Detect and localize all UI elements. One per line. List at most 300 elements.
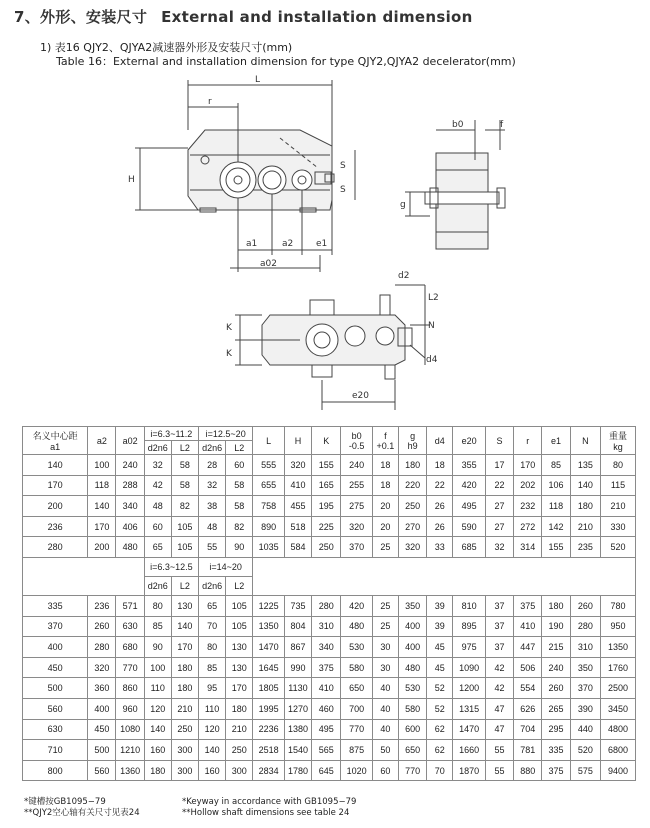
table-cell: 270: [398, 516, 426, 537]
table-cell: 500: [88, 740, 116, 761]
table-cell: 47: [485, 698, 513, 719]
col-header-d2-b: d2n6: [199, 441, 226, 455]
table-cell: 450: [88, 719, 116, 740]
table-cell: 170: [171, 637, 198, 658]
col-header-S: S: [485, 427, 513, 455]
table-cell: 110: [144, 678, 171, 699]
table-cell: 355: [453, 455, 486, 476]
section-title-cn: 7、外形、安装尺寸: [14, 8, 148, 26]
table-cell: 1350: [601, 637, 636, 658]
table-cell: 360: [88, 678, 116, 699]
table-cell: 650: [398, 740, 426, 761]
table-cell: 1035: [253, 537, 285, 558]
table-cell: 1470: [453, 719, 486, 740]
table-cell: 30: [372, 657, 398, 678]
table-cell: 310: [312, 616, 341, 637]
table-cell: 40: [372, 719, 398, 740]
table-cell: 140: [199, 740, 226, 761]
table-cell: 645: [312, 760, 341, 781]
table-cell: 810: [453, 595, 486, 616]
table-cell: 70: [199, 616, 226, 637]
label-K-bottom: K: [226, 349, 232, 359]
col-header-r: r: [514, 427, 542, 455]
table-cell: 370: [570, 678, 600, 699]
col-header-e1: e1: [542, 427, 570, 455]
col-header-K: K: [312, 427, 341, 455]
table-cell: 180: [226, 698, 253, 719]
section-heading: [14, 6, 473, 27]
table-cell: 350: [398, 595, 426, 616]
label-g: g: [400, 200, 406, 210]
table-row: [23, 740, 636, 761]
table-cell: 140: [144, 719, 171, 740]
table-cell: 60: [144, 516, 171, 537]
table-cell: 106: [542, 475, 570, 496]
col-header-weight: 重量 kg: [601, 427, 636, 455]
table-cell: 320: [284, 455, 311, 476]
table-subheader-row-1: [23, 557, 636, 576]
table-cell: 1805: [253, 678, 285, 699]
table-cell: 20: [372, 496, 398, 517]
label-a1: a1: [246, 239, 258, 249]
table-cell: 105: [226, 616, 253, 637]
table-cell: 555: [253, 455, 285, 476]
table-cell: 260: [88, 616, 116, 637]
table-cell: 65: [144, 537, 171, 558]
table-cell: 55: [485, 760, 513, 781]
table-cell: 895: [453, 616, 486, 637]
table-cell: 770: [116, 657, 144, 678]
table-cell: 272: [514, 516, 542, 537]
table-cell: 200: [88, 537, 116, 558]
table-cell: 630: [116, 616, 144, 637]
table-cell: 781: [514, 740, 542, 761]
table-cell: 210: [570, 516, 600, 537]
table-cell: 265: [542, 698, 570, 719]
table-cell: 210: [226, 719, 253, 740]
table-cell: 50: [372, 740, 398, 761]
col-header-N: N: [570, 427, 600, 455]
table-cell: 115: [601, 475, 636, 496]
table-cell: 600: [398, 719, 426, 740]
table-cell: 236: [88, 595, 116, 616]
table-cell: 180: [570, 496, 600, 517]
col-header-a02: a02: [116, 427, 144, 455]
table-cell: 25: [372, 616, 398, 637]
label-b0: b0: [452, 120, 464, 130]
table-row: [23, 698, 636, 719]
table-cell: 6800: [601, 740, 636, 761]
table-cell: 160: [199, 760, 226, 781]
table-cell: 32: [199, 475, 226, 496]
table-cell: 240: [116, 455, 144, 476]
table-cell: 155: [542, 537, 570, 558]
label-f: f: [500, 120, 504, 130]
table-cell: 626: [514, 698, 542, 719]
table-cell: 52: [427, 698, 453, 719]
table-cell: 300: [226, 760, 253, 781]
table-cell: 375: [312, 657, 341, 678]
table-cell: 250: [398, 496, 426, 517]
table-cell: 400: [398, 637, 426, 658]
table-cell: 335: [23, 595, 88, 616]
table-cell: 330: [601, 516, 636, 537]
table-cell: 90: [144, 637, 171, 658]
table-cell: 20: [372, 516, 398, 537]
table-cell: 2236: [253, 719, 285, 740]
table-cell: 165: [312, 475, 341, 496]
table-cell: 1315: [453, 698, 486, 719]
table-cell: 1350: [253, 616, 285, 637]
table-cell: 2518: [253, 740, 285, 761]
dimension-drawing: [0, 60, 650, 422]
table-cell: 320: [341, 516, 373, 537]
table-cell: 180: [542, 595, 570, 616]
table-cell: 236: [23, 516, 88, 537]
table-cell: 575: [570, 760, 600, 781]
table-cell: 506: [514, 657, 542, 678]
table-cell: 480: [341, 616, 373, 637]
table-cell: 580: [341, 657, 373, 678]
table-cell: 170: [23, 475, 88, 496]
ratio-subheader-small: i=6.3~12.5: [144, 557, 198, 576]
table-cell: 1760: [601, 657, 636, 678]
table-cell: 27: [485, 516, 513, 537]
col-header-f: f +0.1: [372, 427, 398, 455]
table-cell: 38: [199, 496, 226, 517]
table-cell: 780: [601, 595, 636, 616]
table-cell: 25: [372, 537, 398, 558]
table-cell: 210: [601, 496, 636, 517]
table-cell: 447: [514, 637, 542, 658]
table-cell: 18: [372, 475, 398, 496]
table-cell: 250: [226, 740, 253, 761]
table-cell: 155: [312, 455, 341, 476]
label-a2: a2: [282, 239, 294, 249]
col-header-L2-b: L2: [226, 441, 253, 455]
table-cell: 140: [570, 475, 600, 496]
table-cell: 340: [312, 637, 341, 658]
table-cell: 335: [542, 740, 570, 761]
table-row: [23, 637, 636, 658]
table-cell: 410: [284, 475, 311, 496]
table-cell: 480: [398, 657, 426, 678]
table-row: [23, 455, 636, 476]
table-cell: 47: [485, 719, 513, 740]
table-cell: 280: [88, 637, 116, 658]
table-cell: 32: [144, 455, 171, 476]
table-cell: 1540: [284, 740, 311, 761]
table-cell: 288: [116, 475, 144, 496]
table-cell: 190: [542, 616, 570, 637]
table-cell: 25: [372, 595, 398, 616]
table-cell: 220: [398, 475, 426, 496]
table-cell: 560: [88, 760, 116, 781]
table-cell: 100: [144, 657, 171, 678]
table-cell: 37: [485, 595, 513, 616]
table-cell: 1645: [253, 657, 285, 678]
table-cell: 130: [226, 637, 253, 658]
table-cell: 495: [453, 496, 486, 517]
table-cell: 518: [284, 516, 311, 537]
table-cell: 875: [341, 740, 373, 761]
table-cell: 3450: [601, 698, 636, 719]
table-cell: 867: [284, 637, 311, 658]
ratio-header-small: i=6.3~11.2: [144, 427, 198, 441]
table-cell: 39: [427, 595, 453, 616]
label-S-bottom: S: [340, 185, 346, 195]
table-cell: 250: [171, 719, 198, 740]
table-cell: 85: [542, 455, 570, 476]
table-cell: 580: [398, 698, 426, 719]
table-cell: 65: [199, 595, 226, 616]
table-cell: 1270: [284, 698, 311, 719]
table-cell: 735: [284, 595, 311, 616]
col-header-center: 名义中心距 a1: [23, 427, 88, 455]
table-cell: 18: [372, 455, 398, 476]
table-row: [23, 595, 636, 616]
table-cell: 9400: [601, 760, 636, 781]
table-cell: 42: [144, 475, 171, 496]
table-cell: 215: [542, 637, 570, 658]
table-cell: 60: [372, 760, 398, 781]
col-header-L: L: [253, 427, 285, 455]
table-row: [23, 616, 636, 637]
table-cell: 42: [485, 657, 513, 678]
table-cell: 571: [116, 595, 144, 616]
table-cell: 1090: [453, 657, 486, 678]
table-cell: 58: [226, 475, 253, 496]
table-row: [23, 516, 636, 537]
table-cell: 950: [601, 616, 636, 637]
table-cell: 85: [199, 657, 226, 678]
label-K-top: K: [226, 323, 232, 333]
table-cell: 250: [312, 537, 341, 558]
side-view: [405, 120, 505, 249]
footnote-cn-2: **QJY2空心轴有关尺寸见表24: [24, 808, 140, 818]
table-cell: 180: [398, 455, 426, 476]
table-cell: 704: [514, 719, 542, 740]
col-header-d4: d4: [427, 427, 453, 455]
table-cell: 314: [514, 537, 542, 558]
table-cell: 37: [485, 616, 513, 637]
table-cell: 440: [570, 719, 600, 740]
table-cell: 48: [199, 516, 226, 537]
table-cell: 260: [542, 678, 570, 699]
col-subheader-L2-b: L2: [226, 576, 253, 595]
table-cell: 37: [485, 637, 513, 658]
table-cell: 420: [341, 595, 373, 616]
table-cell: 85: [144, 616, 171, 637]
table-row: [23, 760, 636, 781]
footnote-cn-1: *键槽按GB1095−79: [24, 797, 106, 807]
table-cell: 495: [312, 719, 341, 740]
table-cell: 530: [398, 678, 426, 699]
label-r: r: [208, 97, 212, 107]
table-cell: 455: [284, 496, 311, 517]
table-cell: 26: [427, 516, 453, 537]
table-cell: 1210: [116, 740, 144, 761]
table-cell: 105: [171, 537, 198, 558]
table-cell: 58: [226, 496, 253, 517]
table-cell: 210: [171, 698, 198, 719]
table-cell: 275: [341, 496, 373, 517]
table-row: [23, 537, 636, 558]
table-cell: 320: [398, 537, 426, 558]
table-cell: 370: [341, 537, 373, 558]
table-cell: 55: [199, 537, 226, 558]
table-cell: 410: [312, 678, 341, 699]
table-cell: 710: [23, 740, 88, 761]
table-cell: 310: [570, 637, 600, 658]
table-cell: 300: [171, 740, 198, 761]
label-e20: e20: [352, 391, 369, 401]
table-cell: 130: [226, 657, 253, 678]
label-d4: d4: [426, 355, 438, 365]
col-subheader-L2-a: L2: [171, 576, 198, 595]
label-N: N: [428, 321, 435, 331]
table-cell: 82: [171, 496, 198, 517]
section-title-en: External and installation dimension: [161, 8, 473, 26]
table-cell: 80: [144, 595, 171, 616]
table-cell: 120: [199, 719, 226, 740]
table-cell: 990: [284, 657, 311, 678]
label-d2: d2: [398, 271, 410, 281]
col-header-H: H: [284, 427, 311, 455]
table-cell: 255: [341, 475, 373, 496]
table-cell: 80: [601, 455, 636, 476]
table-cell: 400: [398, 616, 426, 637]
table-cell: 420: [453, 475, 486, 496]
table-cell: 650: [341, 678, 373, 699]
table-subheader-row-2: [23, 576, 636, 595]
col-header-d2-a: d2n6: [144, 441, 171, 455]
label-e1: e1: [316, 239, 328, 249]
table-cell: 62: [427, 740, 453, 761]
table-row: [23, 475, 636, 496]
table-cell: 590: [453, 516, 486, 537]
table-cell: 22: [485, 475, 513, 496]
table-cell: 375: [542, 760, 570, 781]
table-cell: 30: [372, 637, 398, 658]
table-cell: 40: [372, 678, 398, 699]
table-cell: 195: [312, 496, 341, 517]
table-cell: 280: [23, 537, 88, 558]
table-cell: 770: [398, 760, 426, 781]
table-cell: 110: [199, 698, 226, 719]
table-cell: 28: [199, 455, 226, 476]
table-cell: 1995: [253, 698, 285, 719]
table-cell: 4800: [601, 719, 636, 740]
table-cell: 1200: [453, 678, 486, 699]
table-cell: 225: [312, 516, 341, 537]
table-cell: 180: [144, 760, 171, 781]
col-header-a2: a2: [88, 427, 116, 455]
table-cell: 118: [542, 496, 570, 517]
label-a02: a02: [260, 259, 277, 269]
table-cell: 2834: [253, 760, 285, 781]
table-cell: 700: [341, 698, 373, 719]
table-cell: 240: [542, 657, 570, 678]
label-L2: L2: [428, 293, 439, 303]
table-cell: 860: [116, 678, 144, 699]
table-cell: 320: [88, 657, 116, 678]
table-cell: 520: [570, 740, 600, 761]
table-cell: 280: [312, 595, 341, 616]
table-cell: 800: [23, 760, 88, 781]
table-cell: 170: [88, 516, 116, 537]
table-cell: 1360: [116, 760, 144, 781]
table-header-row-1: [23, 427, 636, 441]
table-cell: 295: [542, 719, 570, 740]
table-cell: 58: [171, 455, 198, 476]
col-header-e20: e20: [453, 427, 486, 455]
col-subheader-d2-a: d2n6: [144, 576, 171, 595]
table-cell: 1080: [116, 719, 144, 740]
table-row: [23, 496, 636, 517]
table-cell: 40: [372, 698, 398, 719]
table-cell: 890: [253, 516, 285, 537]
table-cell: 630: [23, 719, 88, 740]
table-cell: 140: [171, 616, 198, 637]
table-cell: 60: [226, 455, 253, 476]
table-cell: 565: [312, 740, 341, 761]
table-cell: 45: [427, 657, 453, 678]
table-cell: 680: [116, 637, 144, 658]
table-cell: 560: [23, 698, 88, 719]
table-cell: 260: [570, 595, 600, 616]
table-cell: 520: [601, 537, 636, 558]
table-cell: 105: [171, 516, 198, 537]
table-caption-cn: 1) 表16 QJY2、QJYA2减速器外形及安装尺寸(mm): [40, 41, 293, 54]
table-cell: 584: [284, 537, 311, 558]
table-cell: 232: [514, 496, 542, 517]
table-cell: 480: [116, 537, 144, 558]
table-cell: 90: [226, 537, 253, 558]
label-H: H: [128, 175, 135, 185]
table-cell: 300: [171, 760, 198, 781]
table-cell: 2500: [601, 678, 636, 699]
table-cell: 130: [171, 595, 198, 616]
ratio-header-large: i=12.5~20: [199, 427, 253, 441]
table-cell: 62: [427, 719, 453, 740]
table-cell: 804: [284, 616, 311, 637]
table-row: [23, 678, 636, 699]
table-cell: 960: [116, 698, 144, 719]
table-cell: 1225: [253, 595, 285, 616]
table-cell: 170: [514, 455, 542, 476]
table-cell: 530: [341, 637, 373, 658]
table-cell: 410: [514, 616, 542, 637]
table-cell: 554: [514, 678, 542, 699]
table-cell: 55: [485, 740, 513, 761]
table-cell: 170: [226, 678, 253, 699]
table-cell: 1380: [284, 719, 311, 740]
label-L: L: [255, 75, 261, 85]
plan-view: [235, 285, 430, 410]
table-cell: 370: [23, 616, 88, 637]
table-cell: 240: [341, 455, 373, 476]
table-cell: 1660: [453, 740, 486, 761]
table-cell: 70: [427, 760, 453, 781]
table-cell: 450: [23, 657, 88, 678]
table-cell: 340: [116, 496, 144, 517]
table-cell: 758: [253, 496, 285, 517]
footnotes-cn: [24, 797, 140, 819]
table-cell: 18: [427, 455, 453, 476]
ratio-subheader-large: i=14~20: [199, 557, 253, 576]
table-cell: 235: [570, 537, 600, 558]
